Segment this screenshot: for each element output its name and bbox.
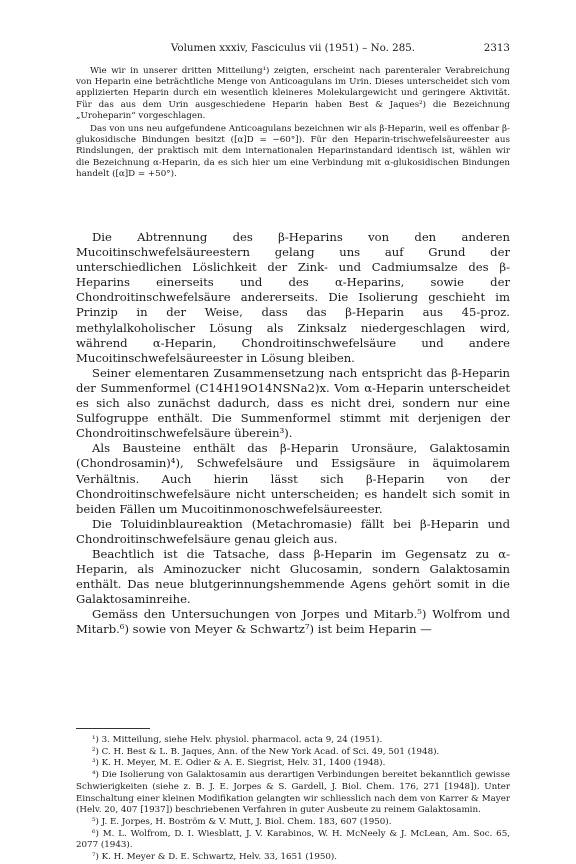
- page-number: 2313: [483, 42, 510, 54]
- footnote-5: ⁵) J. E. Jorpes, H. Boström & V. Mutt, J. Biol. Chem. 183, 607 (1950).: [92, 816, 392, 827]
- footnote-3: ³) K. H. Meyer, M. E. Odier & A. E. Siegrist, Helv. 31, 1400 (1948).: [92, 758, 386, 769]
- intro-block: [76, 66, 510, 180]
- footnote-7: ⁷) K. H. Meyer & D. E. Schwartz, Helv. 33, 1651 (1950).: [92, 852, 338, 863]
- running-title: Volumen xxxiv, Fasciculus vii (1951) – No. 285.: [170, 42, 416, 54]
- intro-paragraph-1: Wie wir in unserer dritten Mitteilung¹) zeigten, erscheint nach parenteraler Verabreichung von Heparin eine beträchtliche Menge von Anticoagulans im Urin. Dieses unterscheidet sich vom applizierten Heparin durch ein wesentlich kleineres Molekulargewicht und geringere Aktivität. Für das aus dem Urin ausgeschiedene Heparin haben Best & Jaques²) die Bezeichnung „Uroheparin“ vorgeschlagen.: [76, 66, 510, 121]
- intro-paragraph-2: Das von uns neu aufgefundene Anticoagulans bezeichnen wir als β-Heparin, weil es offenbar β-glukosidische Bindungen besitzt ([α]D = −60°]). Für den Heparin-trischwefelsäureester aus Rindslungen, der praktisch mit dem internationalen Heparinstandard identisch ist, wählen wir die Bezeichnung α-Heparin, da es sich hier um eine Verbindung mit α-glukosidischen Bindungen handelt ([α]D = +50°).: [76, 124, 510, 179]
- body-paragraph-1: Die Abtrennung des β-Heparins von den anderen Mucoitinschwefelsäureestern gelang uns auf Grund der unterschiedlichen Löslichkeit der Zink- und Cadmiumsalze des β-Heparins einerseits und des α-Heparins, sowie der Chondroitinschwefelsäure andererseits. Die Isolierung geschieht im Prinzip in der Weise, dass das β-Heparin aus 45-proz. methylalkoholischer Lösung als Zinksalz niedergeschlagen wird, während α-Heparin, Chondroitinschwefelsäure und andere Mucoitinschwefelsäureester in Lösung bleiben.: [76, 230, 510, 365]
- body-paragraph-3: Als Bausteine enthält das β-Heparin Uronsäure, Galaktosamin (Chondrosamin)⁴), Schwefelsäure und Essigsäure in äquimolarem Verhältnis. Auch hierin lässt sich β-Heparin von der Chondroitinschwefelsäure nicht unterscheiden; es handelt sich somit in beiden Fällen um Mucoitinmonoschwefelsäureester.: [76, 441, 510, 516]
- footnote-divider: [76, 728, 150, 729]
- footnote-2: ²) C. H. Best & L. B. Jaques, Ann. of the New York Acad. of Sci. 49, 501 (1948).: [92, 746, 440, 757]
- body-paragraph-5: Beachtlich ist die Tatsache, dass β-Heparin im Gegensatz zu α-Heparin, als Aminozucker nicht Glucosamin, sondern Galaktosamin enthält. Das neue blutgerinnungshemmende Agens gehört somit in die Galaktosaminreihe.: [76, 546, 510, 607]
- body-paragraph-4: Die Toluidinblaureaktion (Metachromasie) fällt bei β-Heparin und Chondroitinschwefelsäure genau gleich aus.: [76, 516, 510, 546]
- body-paragraph-2: Seiner elementaren Zusammensetzung nach entspricht das β-Heparin der Summenformel (C14H19O14NSNa2)x. Vom α-Heparin unterscheidet es sich also zunächst dadurch, dass es nicht drei, sondern nur eine Sulfogruppe enthält. Die Summenformel stimmt mit derjenigen der Chondroitinschwefelsäure überein³).: [76, 365, 510, 441]
- footnote-6: ⁶) M. L. Wolfrom, D. I. Wiesblatt, J. V. Karabinos, W. H. McNeely & J. McLean, Am. Soc. 65, 2077 (1943).: [76, 828, 510, 851]
- footnotes: [76, 735, 510, 864]
- body-text: [76, 230, 510, 638]
- running-header: [76, 42, 510, 54]
- footnote-4: ⁴) Die Isolierung von Galaktosamin aus derartigen Verbindungen bereitet bekanntlich gewisse Schwierigkeiten (siehe z. B. J. E. Jorpes & S. Gardell, J. Biol. Chem. 176, 271 [1948]). Unter Einschaltung einer kleinen Modifikation gelangten wir schliesslich nach dem von Karrer & Mayer (Helv. 20, 407 [1937]) beschriebenen Verfahren in guter Ausbeute zu reinem Galaktosamin.: [76, 770, 510, 816]
- body-paragraph-6: Gemäss den Untersuchungen von Jorpes und Mitarb.⁵) Wolfrom und Mitarb.⁶) sowie von Meyer & Schwartz⁷) ist beim Heparin —: [76, 607, 510, 637]
- footnote-1: ¹) 3. Mitteilung, siehe Helv. physiol. pharmacol. acta 9, 24 (1951).: [92, 735, 383, 745]
